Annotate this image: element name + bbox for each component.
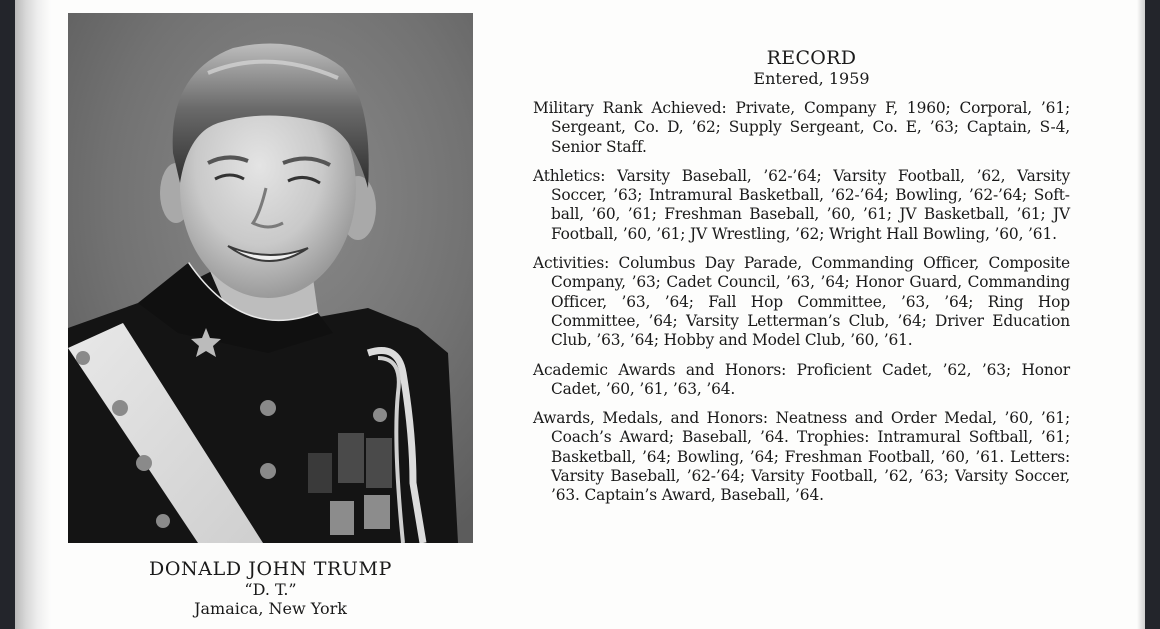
entry-text: Neatness and Order Medal, ’60, ’61; Coach’s Award; Baseball, ’64. Trophies: Intramural Softball, ’61; Basketball, ’64; Bowling, ’64; Freshman Football, ’60, ’61. Letters: Varsity Baseball, ’62-’64; Varsity Football, ’62, ’63; Varsity Soccer, ’63. Captain’s Award, Baseball, ’64. [551, 409, 1070, 505]
student-name: DONALD JOHN TRUMP [149, 558, 392, 580]
record-entry-military-rank [533, 99, 1070, 157]
page-gutter-shadow [15, 0, 51, 629]
entry-label: Awards, Medals, and Honors: [533, 409, 768, 428]
entry-text: Columbus Day Parade, Commanding Officer, Composite Company, ’63; Cadet Council, ’63, ’64; Honor Guard, Commanding Officer, ’63, ’64; Fall Hop Committee, ’63, ’64; Ring Hop Committee, ’64; Varsity Letterman’s Club, ’64; Driver Education Club, ’63, ’64; Hobby and Model Club, ’60, ’61. [551, 254, 1070, 350]
yearbook-page [15, 0, 1145, 629]
portrait-caption [68, 558, 473, 618]
entry-label: Academic Awards and Honors: [533, 360, 787, 379]
entry-label: Military Rank Achieved: [533, 99, 727, 117]
entry-label: Athletics: [533, 166, 606, 185]
student-nickname: “D. T.” [244, 580, 297, 599]
record-entry-awards-medals [533, 409, 1070, 505]
record-entry-athletics [533, 167, 1070, 244]
portrait-illustration [68, 13, 473, 543]
student-hometown: Jamaica, New York [194, 599, 347, 618]
entry-text: Private, Company F, 1960; Corporal, ’61; Sergeant, Co. D, ’62; Supply Sergeant, Co. E, ’63; Captain, S-4, Senior Staff. [551, 99, 1070, 156]
entry-text: Varsity Baseball, ’62-’64; Varsity Football, ’62, Varsity Soccer, ’63; Intramural Basketball, ’62-’64; Bowling, ’62-’64; Softball, ’60, ’61; Freshman Baseball, ’60, ’61; JV Basketball, ’61; JV Football, ’60, ’61; JV Wrestling, ’62; Wright Hall Bowling, ’60, ’61. [551, 166, 1071, 243]
page-edge [1137, 0, 1145, 629]
record-section [533, 47, 1070, 516]
entry-label: Activities: [533, 254, 610, 273]
record-entered: Entered, 1959 [753, 69, 870, 88]
record-entry-academic-awards [533, 361, 1070, 400]
entry-text: Proficient Cadet, ’62, ’63; Honor Cadet, ’60, ’61, ’63, ’64. [551, 360, 1070, 398]
record-entry-activities [533, 254, 1070, 350]
portrait-photo [68, 13, 473, 543]
record-heading: RECORD [766, 47, 857, 69]
